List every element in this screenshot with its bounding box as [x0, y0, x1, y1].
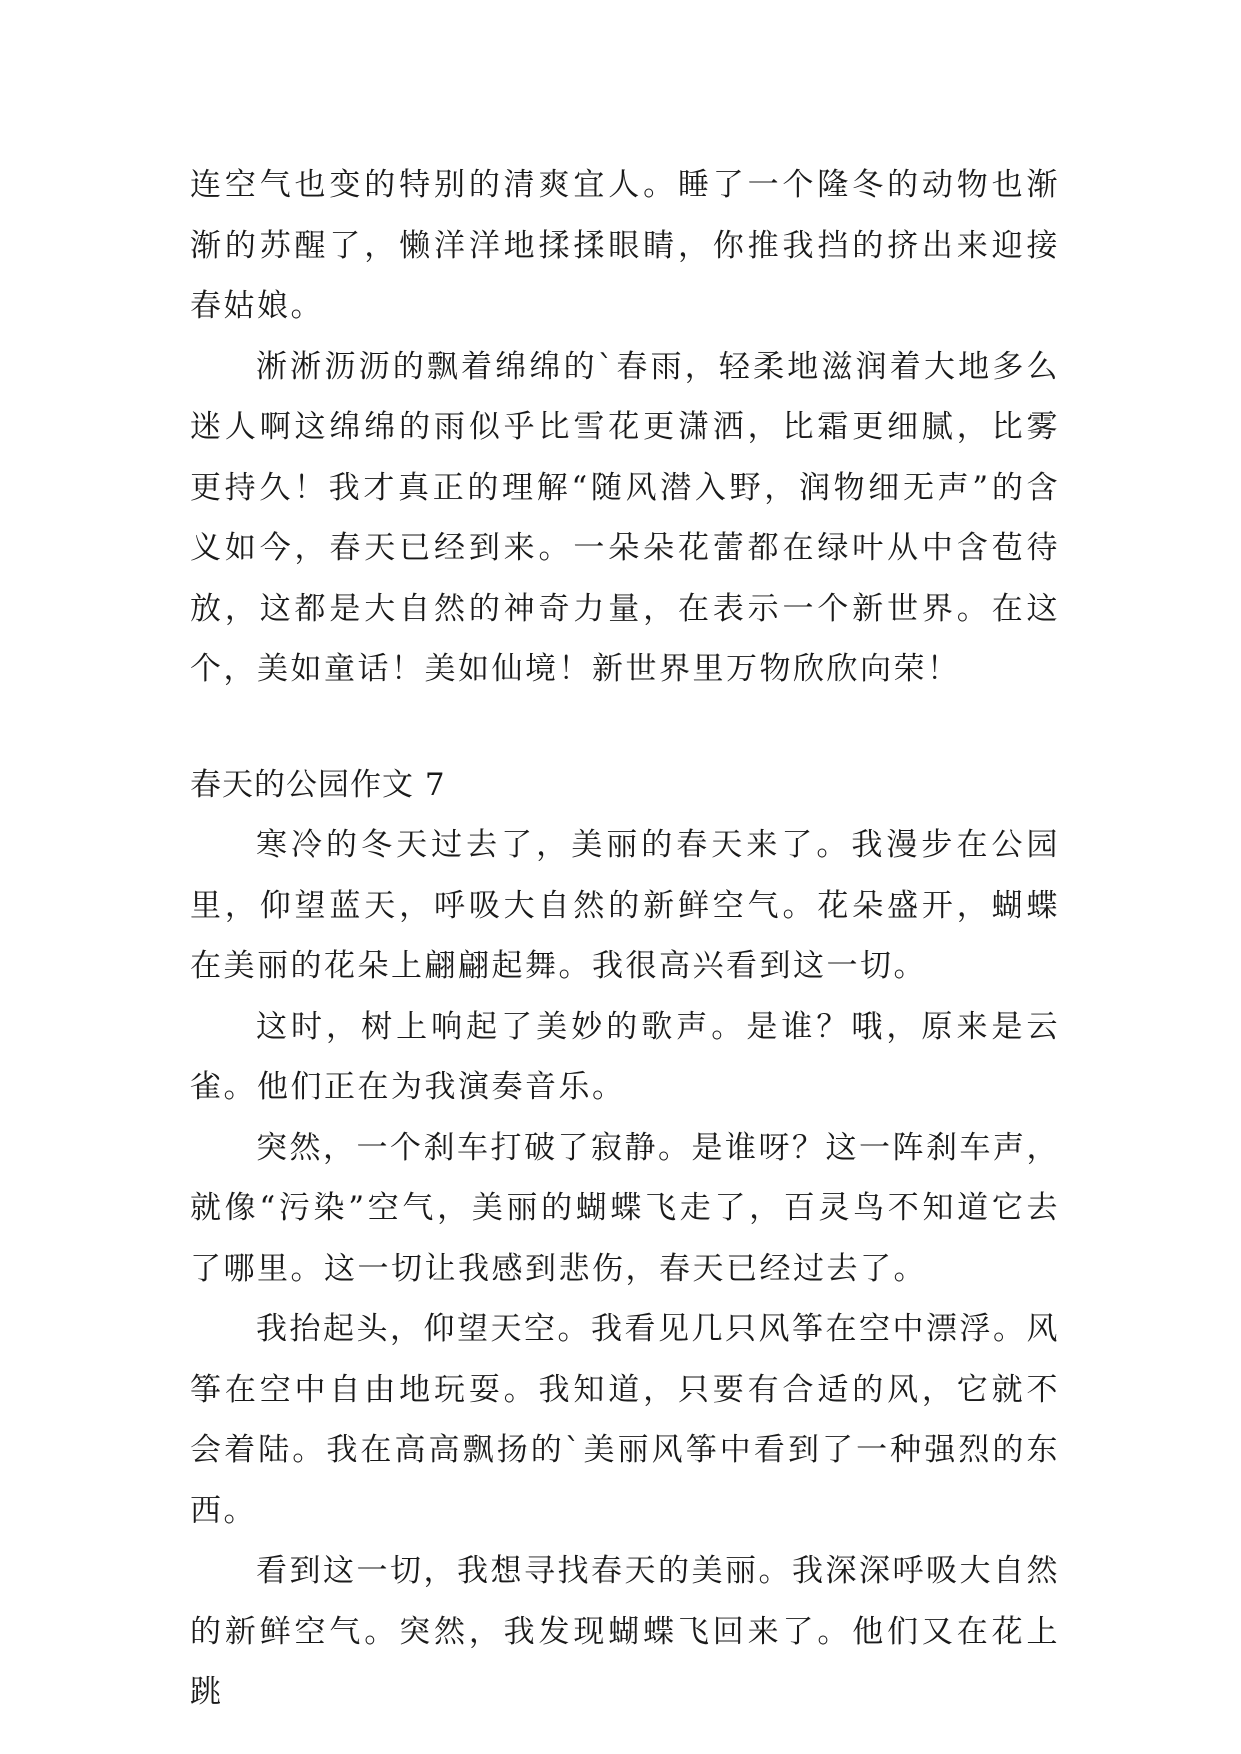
paragraph: 我抬起头，仰望天空。我看见几只风筝在空中漂浮。风筝在空中自由地玩耍。我知道，只要有合适的风，它就不会着陆。我在高高飘扬的`美丽风筝中看到了一种强烈的东西。	[190, 1311, 1060, 1529]
section-title: 春天的公园作文 7	[190, 766, 446, 803]
paragraph: 连空气也变的特别的清爽宜人。睡了一个隆冬的动物也渐渐的苏醒了，懒洋洋地揉揉眼睛，你推我挡的挤出来迎接春姑娘。	[190, 167, 1060, 324]
paragraph: 淅淅沥沥的飘着绵绵的`春雨，轻柔地滋润着大地多么迷人啊这绵绵的雨似乎比雪花更潇洒，比霜更细腻，比雾更持久！我才真正的理解“随风潜入野，润物细无声”的含义如今，春天已经到来。一朵朵花蕾都在绿叶从中含苞待放，这都是大自然的神奇力量，在表示一个新世界。在这个，美如童话！美如仙境！新世界里万物欣欣向荣！	[190, 348, 1060, 687]
paragraph: 看到这一切，我想寻找春天的美丽。我深深呼吸大自然的新鲜空气。突然，我发现蝴蝶飞回来了。他们又在花上跳	[190, 1553, 1060, 1710]
paragraph: 突然，一个刹车打破了寂静。是谁呀？这一阵刹车声，就像“污染”空气，美丽的蝴蝶飞走了，百灵鸟不知道它去了哪里。这一切让我感到悲伤，春天已经过去了。	[190, 1129, 1060, 1287]
paragraph: 寒冷的冬天过去了，美丽的春天来了。我漫步在公园里，仰望蓝天，呼吸大自然的新鲜空气。花朵盛开，蝴蝶在美丽的花朵上翩翩起舞。我很高兴看到这一切。	[190, 827, 1060, 984]
paragraph: 这时，树上响起了美妙的歌声。是谁？哦，原来是云雀。他们正在为我演奏音乐。	[190, 1008, 1060, 1105]
document-body	[190, 155, 1060, 1723]
